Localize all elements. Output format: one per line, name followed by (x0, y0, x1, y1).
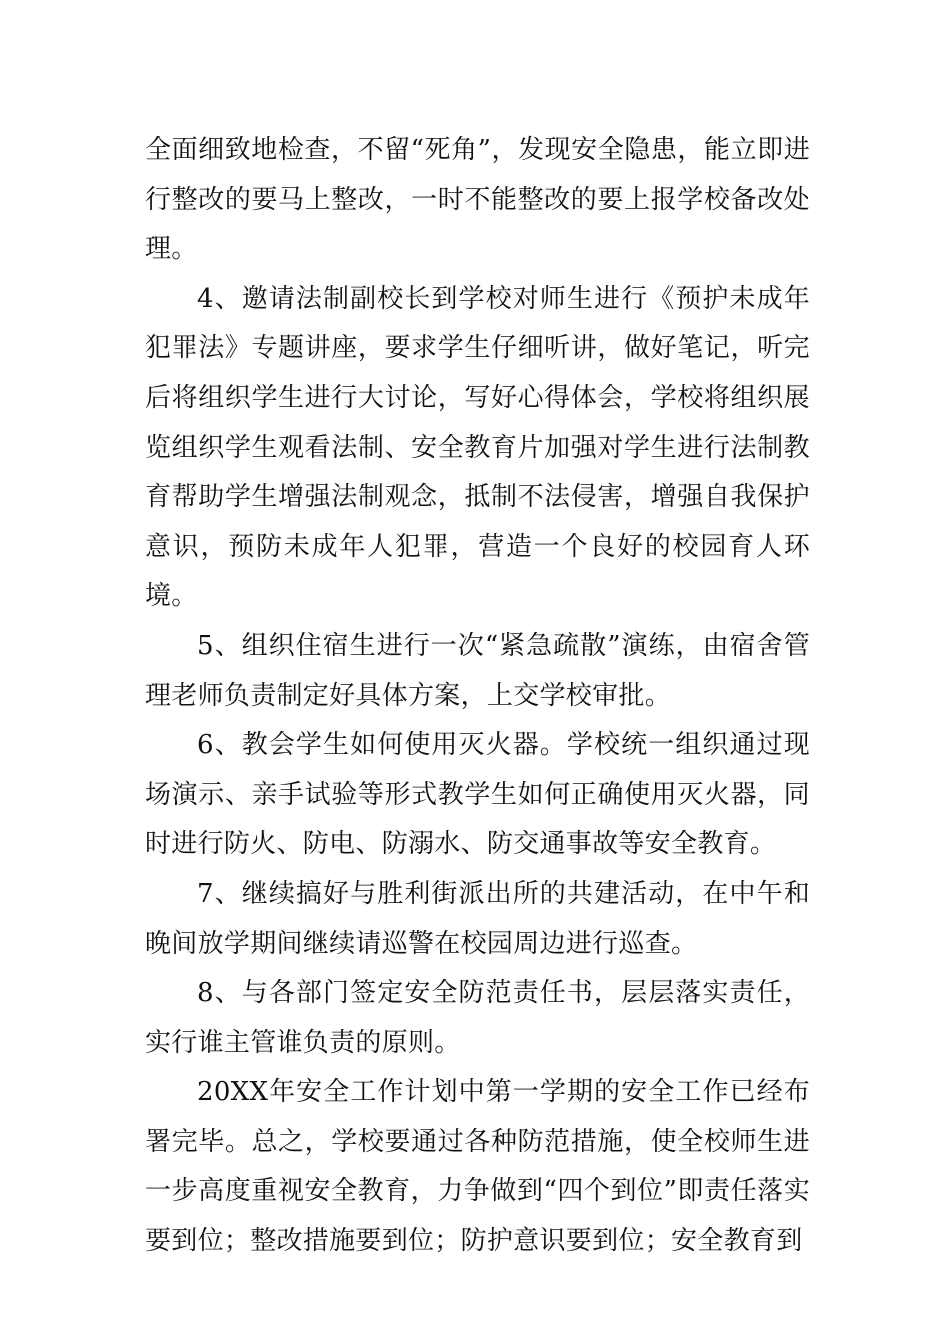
paragraph-item-5: 5、组织住宿生进行一次“紧急疏散”演练，由宿舍管理老师负责制定好具体方案，上交学校审批。 (145, 630, 810, 711)
paragraph-summary: 20XX年安全工作计划中第一学期的安全工作已经布署完毕。总之，学校要通过各种防范措施，使全校师生进一步高度重视安全教育，力争做到“四个到位”即责任落实要到位；整改措施要到位；防护意识要到位；安全教育到 (145, 1077, 810, 1257)
paragraph-item-6: 6、教会学生如何使用灭火器。学校统一组织通过现场演示、亲手试验等形式教学生如何正确使用灭火器，同时进行防火、防电、防溺水、防交通事故等安全教育。 (145, 730, 810, 860)
document-body (145, 126, 810, 1267)
paragraph-continuation: 全面细致地检查，不留“死角”，发现安全隐患，能立即进行整改的要马上整改，一时不能整改的要上报学校备改处理。 (145, 135, 810, 265)
paragraph-item-4: 4、邀请法制副校长到学校对师生进行《预护未成年犯罪法》专题讲座，要求学生仔细听讲，做好笔记，听完后将组织学生进行大讨论，写好心得体会，学校将组织展览组织学生观看法制、安全教育片加强对学生进行法制教育帮助学生增强法制观念，抵制不法侵害，增强自我保护意识，预防未成年人犯罪，营造一个良好的校园育人环境。 (145, 283, 810, 612)
paragraph-item-8: 8、与各部门签定安全防范责任书，层层落实责任，实行谁主管谁负责的原则。 (145, 978, 810, 1058)
paragraph-item-7: 7、继续搞好与胜利街派出所的共建活动，在中午和晚间放学期间继续请巡警在校园周边进行巡查。 (145, 878, 810, 959)
